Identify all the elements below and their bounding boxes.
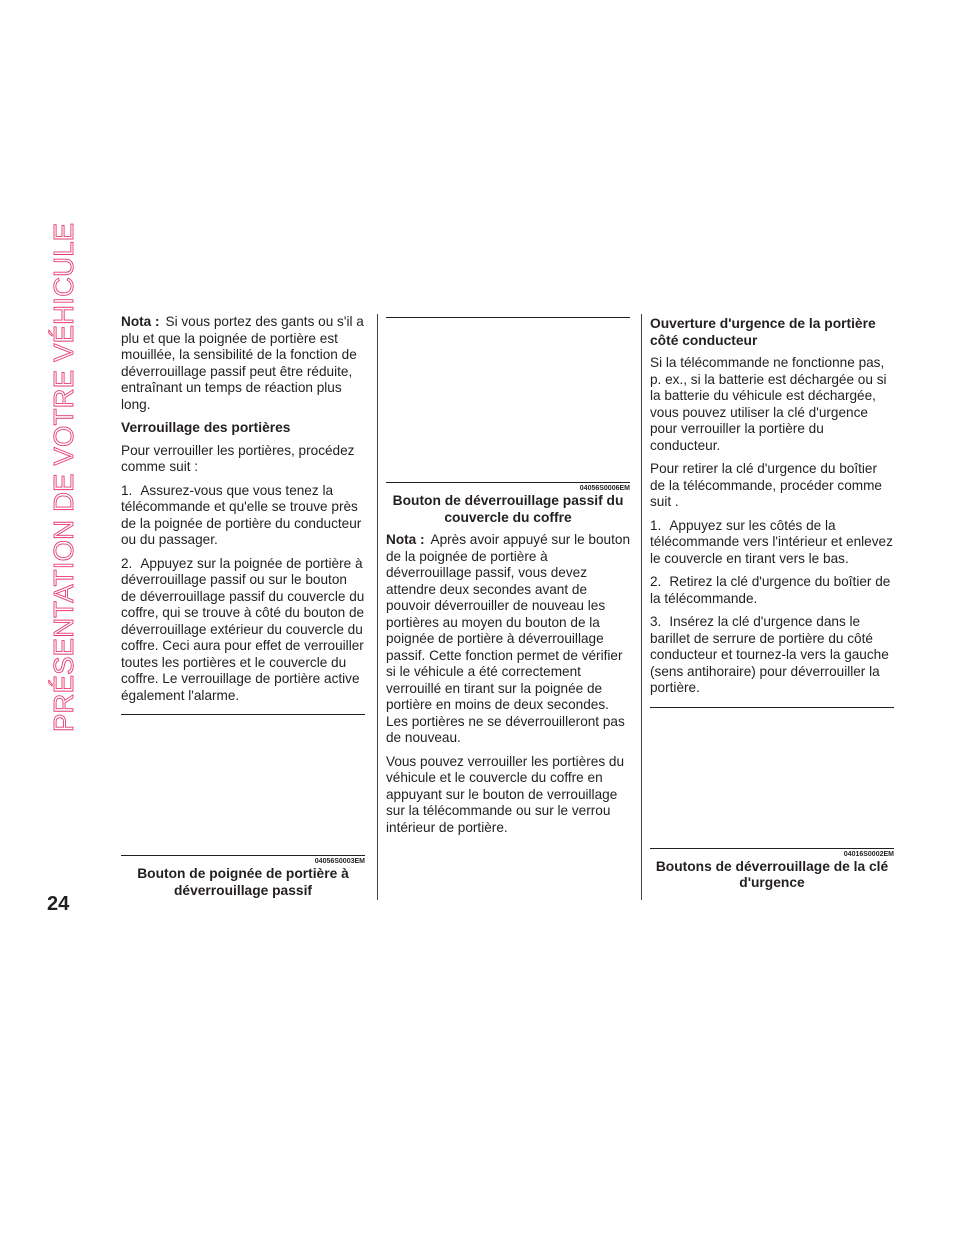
figure-bottom-rule xyxy=(650,848,894,849)
column-3 xyxy=(650,314,894,892)
page-number: 24 xyxy=(47,893,70,915)
step-text: Appuyez sur la poignée de portière à déverrouillage passif ou sur le bouton de déverrouillage passif du couvercle du coffre, qui se trouve à côté du bouton de déverrouillage extérieur du couvercle du coffre. Ceci aura pour effet de verrouiller toutes les portières et le couvercle du coffre. Le verrouillage de portière active également l'alarme. xyxy=(121,555,365,703)
step-text: Retirez la clé d'urgence du boîtier de la télécommande. xyxy=(650,574,891,606)
paragraph: Pour retirer la clé d'urgence du boîtier de la télécommande, procéder comme suit . xyxy=(650,461,882,509)
figure-caption: Boutons de déverrouillage de la clé d'urgence xyxy=(655,858,889,890)
figure-door-handle-button xyxy=(121,714,365,899)
section-heading: Ouverture d'urgence de la portière côté conducteur xyxy=(650,316,876,348)
step-number: 2. xyxy=(121,555,133,571)
step-number: 1. xyxy=(121,482,133,498)
section-side-title-text: PRÉSENTATION DE VOTRE VÉHICULE xyxy=(48,222,79,732)
column-divider xyxy=(377,314,378,900)
section-side-title xyxy=(48,222,108,732)
column-divider xyxy=(641,314,642,900)
step-number: 3. xyxy=(650,614,662,629)
note xyxy=(386,532,630,747)
note-text: Si vous portez des gants ou s'il a plu et que la poignée de portière est mouillée, la sensibilité de la fonction de déverrouillage passif peut être réduite, entraînant un temps de réaction plus long. xyxy=(121,314,364,412)
step-number: 1. xyxy=(650,517,662,533)
note-label: Nota : xyxy=(121,314,160,329)
column-2 xyxy=(386,314,630,843)
figure-trunk-button xyxy=(386,317,630,526)
paragraph: Si la télécommande ne fonctionne pas, p. ex., si la batterie est déchargée ou si la batterie du véhicule est déchargée, vous pouvez utiliser la clé d'urgence pour verrouiller la portière du conducteur. xyxy=(650,355,887,453)
figure-image-area xyxy=(650,708,894,848)
step-item xyxy=(121,483,365,549)
figure-code: 04056S0003EM xyxy=(314,858,365,865)
note-text: Après avoir appuyé sur le bouton de la poignée de portière à déverrouillage passif, vous devez attendre deux secondes avant de pouvoir déverrouiller de nouveau les portières au moyen du bouton de la poignée de portière à déverrouillage passif. Cette fonction permet de vérifier si le véhicule a été correctement verrouillé en tirant sur la poignée de portière en moins de deux secondes. Les portières ne se déverrouilleront pas de nouveau. xyxy=(386,532,631,745)
figure-emergency-key-buttons xyxy=(650,707,894,892)
note xyxy=(121,314,365,413)
figure-code: 04056S0006EM xyxy=(579,485,630,492)
paragraph: Vous pouvez verrouiller les portières du véhicule et le couvercle du coffre en appuyant sur le bouton de verrouillage sur la télécommande ou sur le verrou intérieur de portière. xyxy=(386,753,625,835)
step-item xyxy=(650,518,894,568)
figure-caption: Bouton de poignée de portière à déverrouillage passif xyxy=(137,866,349,898)
figure-code: 04016S0002EM xyxy=(843,850,894,858)
step-number: 2. xyxy=(650,574,662,589)
column-1 xyxy=(121,314,365,899)
step-item xyxy=(650,614,894,697)
step-text: Assurez-vous que vous tenez la télécommande et qu'elle se trouve près de la poignée de portière du conducteur ou du passager. xyxy=(121,482,362,547)
figure-bottom-rule xyxy=(386,482,630,483)
note-label: Nota : xyxy=(386,532,425,547)
figure-image-area xyxy=(121,715,365,855)
step-item xyxy=(650,574,894,607)
step-text: Appuyez sur les côtés de la télécommande vers l'intérieur et enlevez le couvercle en tirant vers le bas. xyxy=(650,517,893,566)
figure-bottom-rule xyxy=(121,855,365,856)
section-heading: Verrouillage des portières xyxy=(121,420,291,435)
step-item xyxy=(121,556,365,705)
figure-caption: Bouton de déverrouillage passif du couvercle du coffre xyxy=(392,493,624,525)
step-text: Insérez la clé d'urgence dans le barillet de serrure de portière du côté conducteur et tournez-la vers la gauche (sens antihoraire) pour déverrouiller la portière. xyxy=(650,614,889,695)
intro-paragraph: Pour verrouiller les portières, procédez comme suit : xyxy=(121,442,355,474)
figure-image-area xyxy=(386,318,630,482)
